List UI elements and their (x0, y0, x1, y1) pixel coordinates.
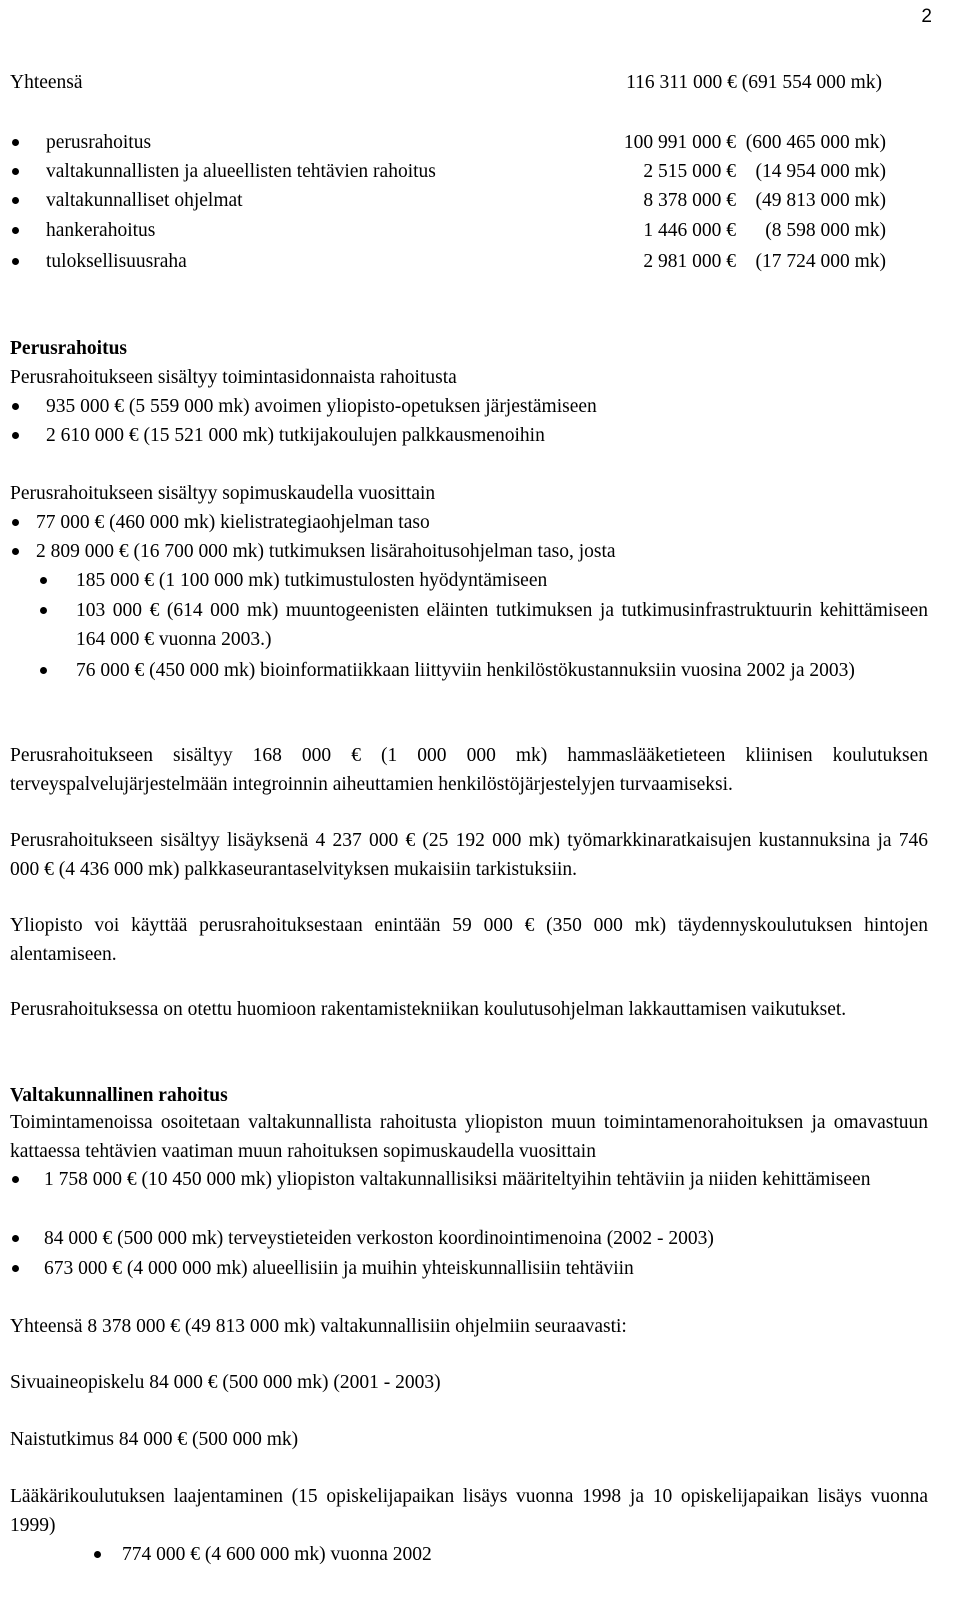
sublist-item (76, 656, 928, 685)
list-item-text: 774 000 € (4 600 000 mk) vuonna 2002 (122, 1544, 432, 1565)
bullet-icon (12, 1176, 19, 1183)
bullet-icon (12, 548, 19, 555)
bullet-icon (12, 1235, 19, 1242)
summary-item (10, 128, 886, 157)
summary-item (10, 186, 886, 215)
list-item-text: 2 809 000 € (16 700 000 mk) tutkimuksen lisärahoitusohjelman taso, josta (36, 541, 616, 562)
paragraph: Toimintamenoissa osoitetaan valtakunnallista rahoitusta yliopiston muun toimintamenorahoituksen ja omavastuun kattaessa tehtävien vaatiman muun rahoituksen sopimuskaudella vuosittain (10, 1112, 928, 1162)
summary-item-value: 8 378 000 € (49 813 000 mk) (643, 190, 886, 211)
bullet-icon (12, 432, 19, 439)
list-item (122, 1540, 928, 1569)
paragraph: Naistutkimus 84 000 € (500 000 mk) (10, 1429, 299, 1450)
summary-total-value: 116 311 000 € (691 554 000 mk) (626, 72, 882, 93)
page-number: 2 (921, 6, 932, 27)
bullet-icon (12, 519, 19, 526)
list-item-text: 185 000 € (1 100 000 mk) tutkimustulosten hyödyntämiseen (76, 570, 548, 591)
bullet-icon (12, 258, 19, 265)
paragraph: Perusrahoitukseen sisältyy lisäyksenä 4 237 000 € (25 192 000 mk) työmarkkinaratkaisujen kustannuksina ja 746 000 € (4 436 000 mk) palkkaseurantaselvityksen mukaisiin tarkistuksiin. (10, 830, 928, 880)
paragraph: Perusrahoituksessa on otettu huomioon rakentamistekniikan koulutusohjelman lakkauttamisen vaikutukset. (10, 999, 847, 1020)
bullet-icon (12, 197, 19, 204)
paragraph: Sivuaineopiskelu 84 000 € (500 000 mk) (2001 - 2003) (10, 1372, 441, 1393)
bullet-icon (12, 227, 19, 234)
summary-item-value: 1 446 000 € (8 598 000 mk) (643, 220, 886, 241)
summary-item-label: hankerahoitus (46, 220, 156, 241)
bullet-icon (12, 1265, 19, 1272)
paragraph: Perusrahoitukseen sisältyy toimintasidonnaista rahoitusta (10, 367, 457, 388)
summary-item-label: tuloksellisuusraha (46, 251, 187, 272)
bullet-icon (40, 667, 47, 674)
sublist-item (76, 566, 928, 595)
paragraph: Yliopisto voi käyttää perusrahoituksestaan enintään 59 000 € (350 000 mk) täydennyskoulutuksen hintojen alentamiseen. (10, 915, 928, 965)
list-item (44, 1224, 928, 1253)
summary-item (10, 216, 886, 245)
summary-item-value: 2 981 000 € (17 724 000 mk) (643, 251, 886, 272)
list-item-text: 1 758 000 € (10 450 000 mk) yliopiston valtakunnallisiksi määriteltyihin tehtäviin ja niiden kehittämiseen (44, 1169, 871, 1190)
list-item-text: 673 000 € (4 000 000 mk) alueellisiin ja muihin yhteiskunnallisiin tehtäviin (44, 1258, 634, 1279)
summary-item-label: valtakunnallisten ja alueellisten tehtävien rahoitus (46, 161, 436, 182)
bullet-icon (40, 577, 47, 584)
bullet-icon (12, 403, 19, 410)
sublist-item (76, 596, 928, 654)
list-item-text: 84 000 € (500 000 mk) terveystieteiden verkoston koordinointimenoina (2002 - 2003) (44, 1228, 714, 1249)
summary-item (10, 247, 886, 276)
list-item-text: 76 000 € (450 000 mk) bioinformatiikkaan liittyviin henkilöstökustannuksiin vuosina 2002 ja 2003) (76, 660, 855, 681)
list-item (44, 1254, 928, 1283)
section-heading-perusrahoitus: Perusrahoitus (10, 338, 127, 359)
paragraph: Lääkärikoulutuksen laajentaminen (15 opiskelijapaikan lisäys vuonna 1998 ja 10 opiskelijapaikan lisäys vuonna 1999) (10, 1486, 928, 1536)
bullet-icon (12, 168, 19, 175)
summary-item-value: 2 515 000 € (14 954 000 mk) (643, 161, 886, 182)
section-heading-valtakunnallinen: Valtakunnallinen rahoitus (10, 1085, 228, 1106)
summary-item-value: 100 991 000 € (600 465 000 mk) (623, 132, 886, 153)
paragraph: Perusrahoitukseen sisältyy 168 000 € (1 000 000 mk) hammaslääketieteen kliinisen koulutuksen terveyspalvelujärjestelmään integroinnin aiheuttamien henkilöstöjärjestelyjen turvaamiseksi. (10, 745, 928, 795)
list-item (44, 1165, 928, 1194)
bullet-icon (40, 607, 47, 614)
summary-item-label: perusrahoitus (46, 132, 152, 153)
paragraph: Yhteensä 8 378 000 € (49 813 000 mk) valtakunnallisiin ohjelmiin seuraavasti: (10, 1316, 627, 1337)
bullet-icon (12, 139, 19, 146)
bullet-icon (94, 1551, 101, 1558)
summary-total-row (10, 68, 886, 97)
list-item-text: 103 000 € (614 000 mk) muuntogeenisten eläinten tutkimuksen ja tutkimusinfrastruktuurin kehittämiseen 164 000 € vuonna 2003.) (76, 600, 928, 650)
summary-item (10, 157, 886, 186)
list-item-text: 935 000 € (5 559 000 mk) avoimen yliopisto-opetuksen järjestämiseen (46, 396, 597, 417)
paragraph: Perusrahoitukseen sisältyy sopimuskaudella vuosittain (10, 483, 436, 504)
summary-total-label: Yhteensä (10, 72, 83, 93)
list-item-text: 2 610 000 € (15 521 000 mk) tutkijakoulujen palkkausmenoihin (46, 425, 545, 446)
list-item-text: 77 000 € (460 000 mk) kielistrategiaohjelman taso (36, 512, 430, 533)
summary-item-label: valtakunnalliset ohjelmat (46, 190, 243, 211)
